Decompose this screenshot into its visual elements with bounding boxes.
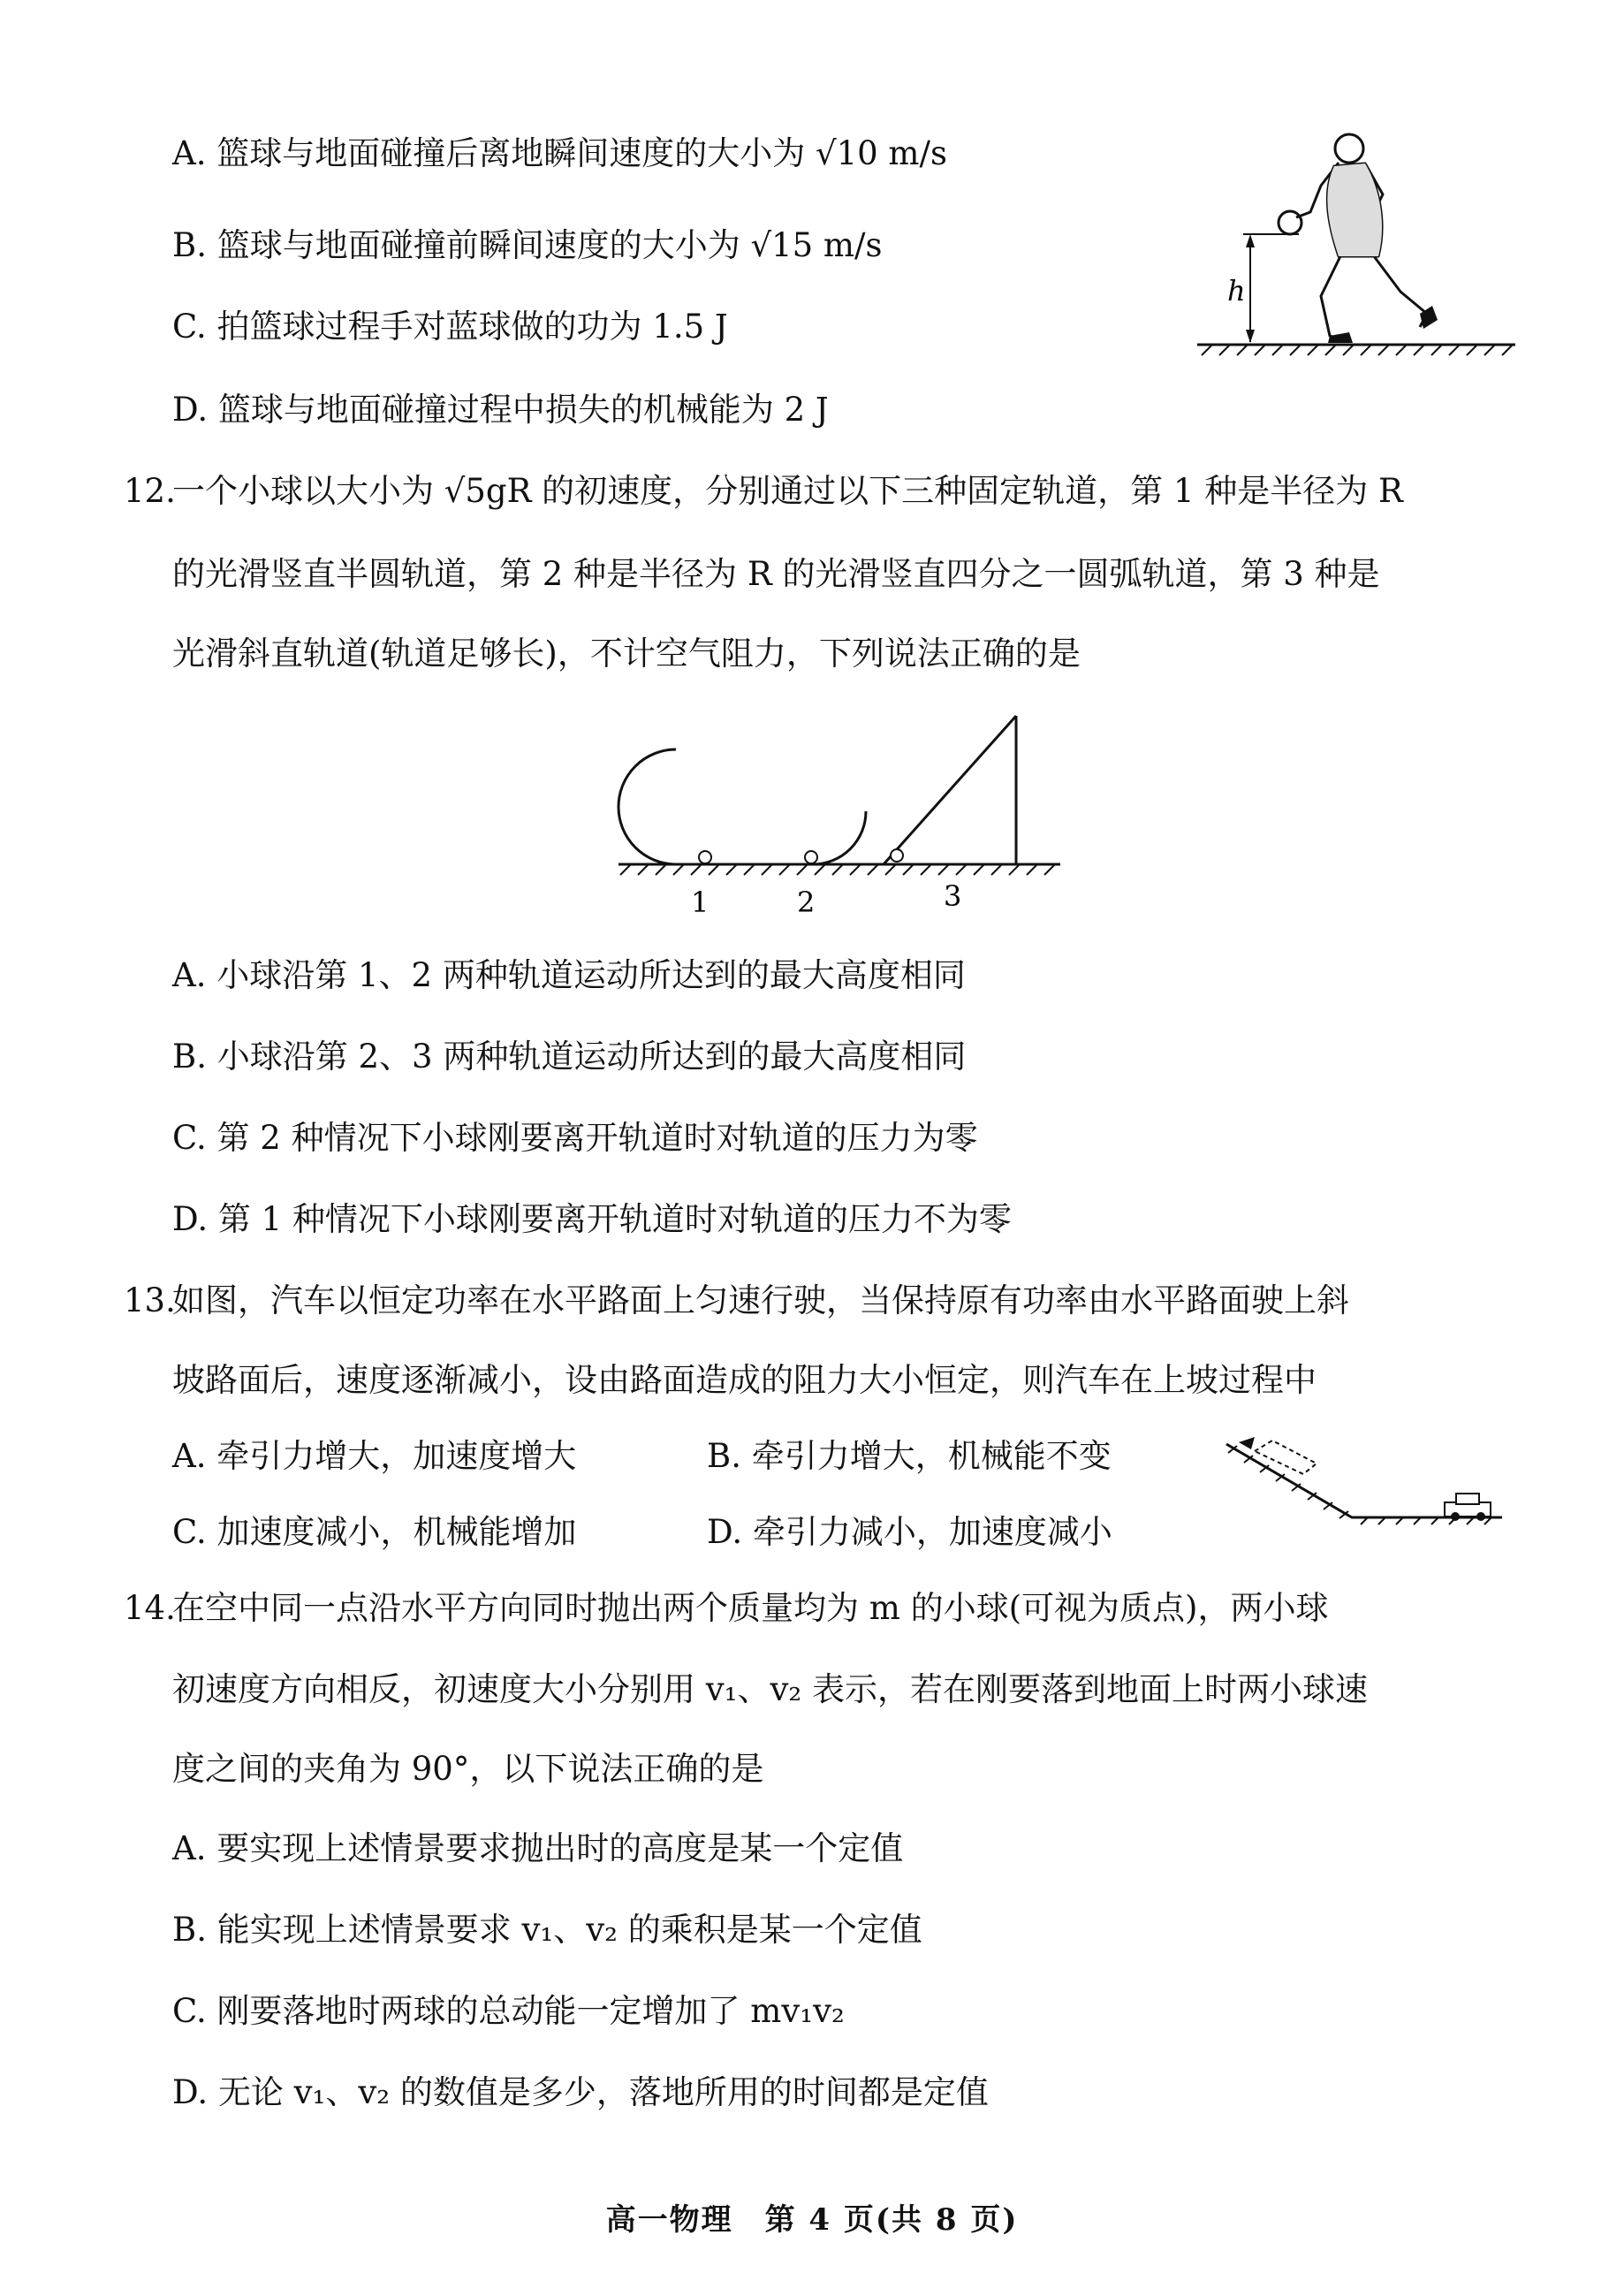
q14-option-b: B. 能实现上述情景要求 v₁、v₂ 的乘积是某一个定值 (172, 1911, 922, 1949)
height-label-h: h (1227, 274, 1246, 308)
q12-option-c: C. 第 2 种情况下小球刚要离开轨道时对轨道的压力为零 (172, 1119, 978, 1157)
q11-option-d: D. 篮球与地面碰撞过程中损失的机械能为 2 J (172, 391, 829, 429)
car-slope-figure (1219, 1425, 1520, 1540)
q12-stem-line-2: 的光滑竖直半圆轨道，第 2 种是半径为 R 的光滑竖直四分之一圆弧轨道，第 3 种是 (172, 555, 1380, 593)
basketball-player-figure (1188, 124, 1524, 362)
q14-number: 14. (124, 1589, 176, 1627)
q14-stem-line-1: 在空中同一点沿水平方向同时抛出两个质量均为 m 的小球(可视为质点)，两小球 (172, 1589, 1329, 1627)
q14-stem-line-3: 度之间的夹角为 90°，以下说法正确的是 (172, 1750, 764, 1788)
q11-option-a: A. 篮球与地面碰撞后离地瞬间速度的大小为 √10 m/s (172, 134, 947, 172)
q13-stem-line-1: 如图，汽车以恒定功率在水平路面上匀速行驶，当保持原有功率由水平路面驶上斜 (172, 1281, 1349, 1319)
q12-option-d: D. 第 1 种情况下小球刚要离开轨道时对轨道的压力不为零 (172, 1200, 1012, 1238)
q13-number: 13. (124, 1281, 176, 1319)
q14-option-c: C. 刚要落地时两球的总动能一定增加了 mv₁v₂ (172, 1992, 845, 2030)
q13-option-d: D. 牵引力减小，加速度减小 (707, 1513, 1112, 1551)
q12-option-a: A. 小球沿第 1、2 两种轨道运动所达到的最大高度相同 (172, 956, 966, 994)
q13-option-b: B. 牵引力增大，机械能不变 (707, 1437, 1112, 1475)
q13-option-a: A. 牵引力增大，加速度增大 (172, 1437, 577, 1475)
page-footer: 高一物理 第 4 页(共 8 页) (605, 2202, 1019, 2238)
q13-option-c: C. 加速度减小，机械能增加 (172, 1513, 577, 1551)
track-label-1: 1 (691, 886, 710, 919)
q12-stem-line-3: 光滑斜直轨道(轨道足够长)，不计空气阻力，下列说法正确的是 (172, 635, 1081, 673)
q14-stem-line-2: 初速度方向相反，初速度大小分别用 v₁、v₂ 表示，若在刚要落到地面上时两小球速 (172, 1670, 1368, 1708)
q14-option-a: A. 要实现上述情景要求抛出时的高度是某一个定值 (172, 1829, 904, 1867)
q11-option-b: B. 篮球与地面碰撞前瞬间速度的大小为 √15 m/s (172, 226, 883, 264)
q13-stem-line-2: 坡路面后，速度逐渐减小，设由路面造成的阻力大小恒定，则汽车在上坡过程中 (172, 1361, 1317, 1399)
q14-option-d: D. 无论 v₁、v₂ 的数值是多少，落地所用的时间都是定值 (172, 2073, 989, 2111)
q11-option-c: C. 拍篮球过程手对蓝球做的功为 1.5 J (172, 308, 728, 346)
q12-number: 12. (124, 472, 176, 510)
q12-option-b: B. 小球沿第 2、3 两种轨道运动所达到的最大高度相同 (172, 1038, 967, 1076)
three-tracks-figure (610, 707, 1069, 924)
track-label-2: 2 (797, 886, 816, 919)
q12-stem-line-1: 一个小球以大小为 √5gR 的初速度，分别通过以下三种固定轨道，第 1 种是半径为 R (172, 472, 1403, 510)
track-label-3: 3 (944, 879, 962, 913)
